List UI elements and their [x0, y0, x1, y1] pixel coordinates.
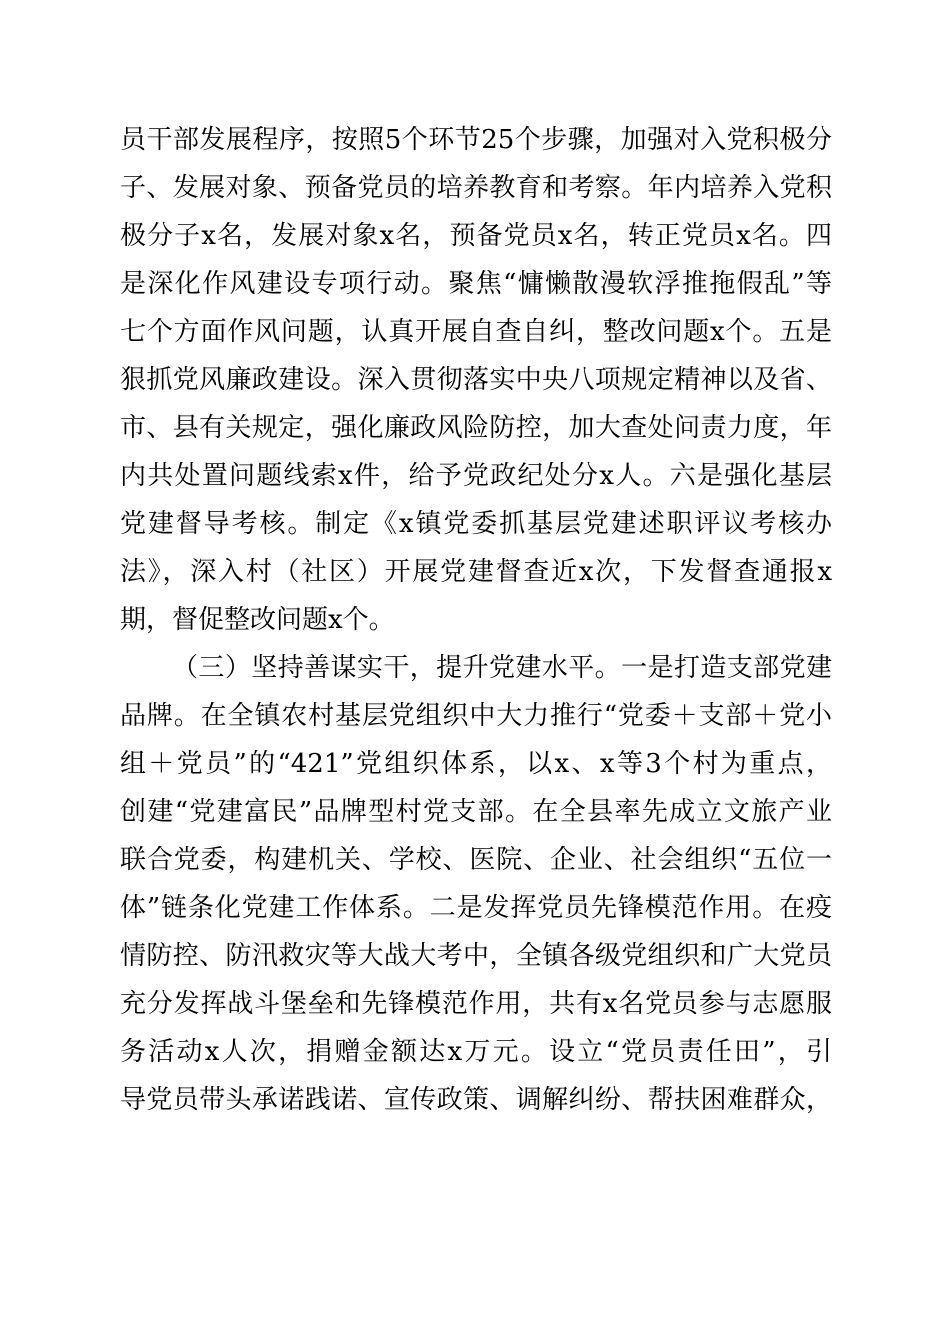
paragraph-line: 市、县有关规定，强化廉政风险防控，加大查处问责力度，年	[120, 413, 832, 443]
paragraph-line: 务活动x人次，捐赠金额达x万元。设立“党员责任田”，引	[120, 1037, 832, 1067]
paragraph-line: 狠抓党风廉政建设。深入贯彻落实中央八项规定精神以及省、	[120, 365, 832, 395]
section-heading-line: （三）坚持善谋实干，提升党建水平。一是打造支部党建	[172, 653, 832, 683]
paragraph-line: 导党员带头承诺践诺、宣传政策、调解纠纷、帮扶困难群众，	[120, 1085, 832, 1115]
paragraph-line: 七个方面作风问题，认真开展自查自纠，整改问题x个。五是	[120, 317, 832, 347]
paragraph-line: 期，督促整改问题x个。	[120, 605, 395, 635]
paragraph-line: 联合党委，构建机关、学校、医院、企业、社会组织“五位一	[120, 845, 832, 875]
paragraph-line: 品牌。在全镇农村基层党组织中大力推行“党委＋支部＋党小	[120, 701, 832, 731]
paragraph-line: 创建“党建富民”品牌型村党支部。在全县率先成立文旅产业	[120, 797, 832, 827]
paragraph-line: 党建督导考核。制定《x镇党委抓基层党建述职评议考核办	[120, 509, 832, 539]
paragraph-line: 员干部发展程序，按照5个环节25个步骤，加强对入党积极分	[120, 125, 832, 155]
paragraph-line: 子、发展对象、预备党员的培养教育和考察。年内培养入党积	[120, 173, 832, 203]
paragraph-line: 充分发挥战斗堡垒和先锋模范作用，共有x名党员参与志愿服	[120, 989, 832, 1019]
paragraph-line: 内共处置问题线索x件，给予党政纪处分x人。六是强化基层	[120, 461, 832, 491]
paragraph-line: 法》，深入村（社区）开展党建督查近x次，下发督查通报x	[120, 557, 832, 587]
paragraph-line: 情防控、防汛救灾等大战大考中，全镇各级党组织和广大党员	[120, 941, 832, 971]
paragraph-line: 是深化作风建设专项行动。聚焦“慵懒散漫软浮推拖假乱”等	[120, 269, 832, 299]
paragraph-line: 极分子x名，发展对象x名，预备党员x名，转正党员x名。四	[120, 221, 832, 251]
paragraph-line: 体”链条化党建工作体系。二是发挥党员先锋模范作用。在疫	[120, 893, 832, 923]
paragraph-line: 组＋党员”的“421”党组织体系，以x、x等3个村为重点，	[120, 749, 832, 779]
